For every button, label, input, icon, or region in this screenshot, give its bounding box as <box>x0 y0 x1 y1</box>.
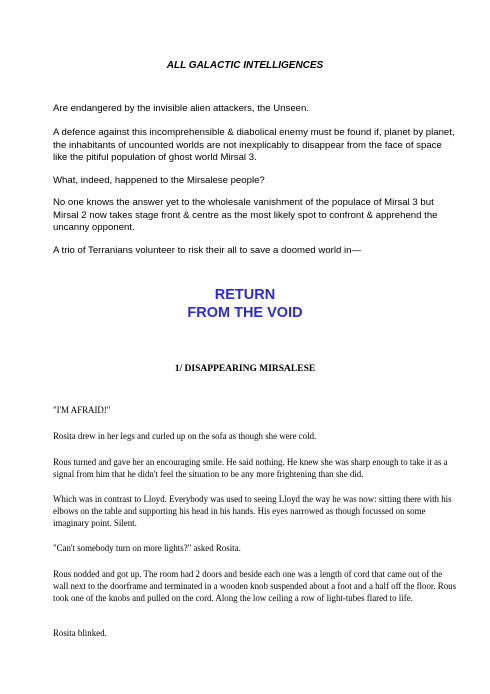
intro-paragraph: Are endangered by the invisible alien attackers, the Unseen. <box>53 103 309 114</box>
chapter-heading: 1/ DISAPPEARING MIRSALESE <box>174 364 316 374</box>
story-paragraph: Which was in contrast to Lloyd. Everybody was used to seeing Lloyd the way he was now: sitting there with his elbows on the table and supporting his head in his hands. His eyes narrowed as though focussed on some imaginary point. Silent. <box>53 494 452 528</box>
story-paragraph: "Can't somebody turn on more lights?" asked Rosita. <box>53 543 241 553</box>
story-paragraph: Rosita blinked. <box>53 628 107 638</box>
intro-paragraph: A trio of Terranians volunteer to risk their all to save a doomed world in— <box>53 245 362 256</box>
intro-paragraph: No one knows the answer yet to the wholesale vanishment of the populace of Mirsal 3 but Mirsal 2 now takes stage front & centre as the most likely spot to confront & apprehend the uncanny opponent. <box>53 197 438 233</box>
story-paragraph: Rous nodded and got up. The room had 2 doors and beside each one was a length of cord that came out of the wall next to the doorframe and terminated in a wooden knob suspended about a foot and a half off the floor. Rous took one of the knobs and pulled on the cord. Along the low ceiling a row of light-tubes flared to life. <box>53 569 457 603</box>
page-header: ALL GALACTIC INTELLIGENCES <box>166 60 324 71</box>
book-title-line-2: FROM THE VOID <box>187 305 303 321</box>
intro-paragraph: A defence against this incomprehensible & diabolical enemy must be found if, planet by planet, the inhabitants of uncounted worlds are not inexplicably to disappear from the face of space like the pitiful population of ghost world Mirsal 3. <box>53 127 455 163</box>
book-title <box>0 286 490 322</box>
story-paragraph: Rous turned and gave her an encouraging smile. He said nothing. He knew she was sharp enough to take it as a signal from him that he didn't feel the situation to be any more frightening than she did. <box>53 457 448 479</box>
story-paragraph: "I'M AFRAID!" <box>53 405 111 415</box>
intro-paragraph: What, indeed, happened to the Mirsalese people? <box>53 175 265 186</box>
book-title-line-1: RETURN <box>214 287 276 303</box>
story-paragraph: Rosita drew in her legs and curled up on the sofa as though she were cold. <box>53 431 317 441</box>
